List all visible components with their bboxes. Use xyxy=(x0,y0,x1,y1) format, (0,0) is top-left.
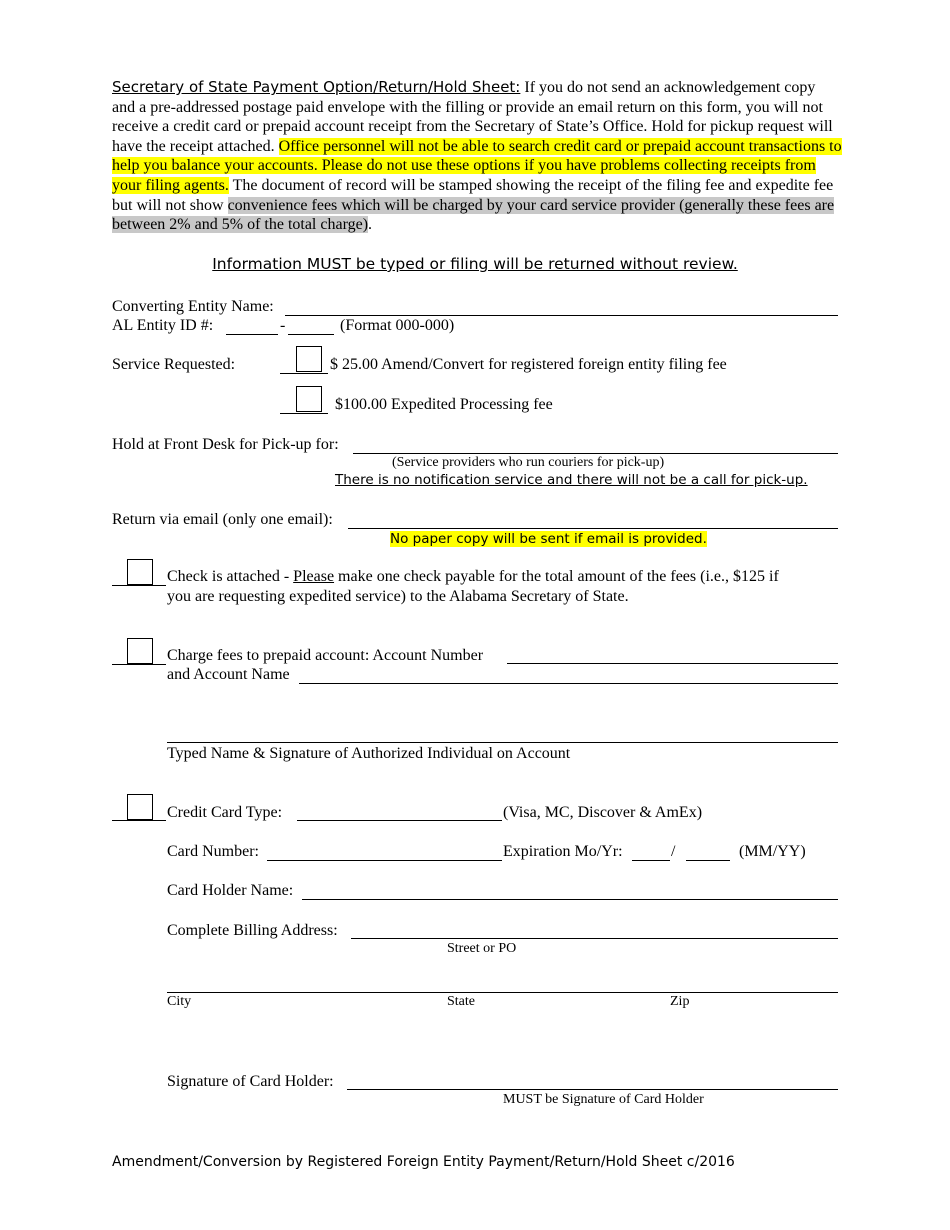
check-text-b: make one check payable for the total amount of the fees (i.e., $125 if xyxy=(334,568,779,585)
credit-card-type-input[interactable] xyxy=(297,820,502,821)
hold-label: Hold at Front Desk for Pick-up for: xyxy=(112,436,339,453)
credit-card-checkbox[interactable] xyxy=(127,794,153,820)
state-caption: State xyxy=(447,994,475,1009)
hold-input[interactable] xyxy=(353,453,838,454)
email-notice: No paper copy will be sent if email is provided. xyxy=(390,531,707,547)
credit-card-type-label: Credit Card Type: xyxy=(167,804,283,821)
converting-entity-input[interactable] xyxy=(285,315,838,316)
prepaid-account-number-input[interactable] xyxy=(507,663,838,664)
billing-address-label: Complete Billing Address: xyxy=(167,922,338,939)
prepaid-signature-line[interactable] xyxy=(167,742,838,743)
intro-highlight-gray: convenience fees which will be charged by your card service provider (generally these fees are between 2% and 5% of the total charge) xyxy=(112,196,835,234)
prepaid-option-line xyxy=(112,664,166,665)
zip-caption: Zip xyxy=(670,994,690,1009)
expiration-label: Expiration Mo/Yr: xyxy=(503,843,623,860)
intro-paragraph xyxy=(112,78,842,235)
billing-street-input[interactable] xyxy=(351,938,838,939)
al-entity-id-part1[interactable] xyxy=(226,334,278,335)
intro-text-3: . xyxy=(368,216,373,234)
expiration-month-input[interactable] xyxy=(632,860,670,861)
card-number-input[interactable] xyxy=(267,860,502,861)
card-holder-signature-input[interactable] xyxy=(347,1089,838,1090)
service-option1-label: $ 25.00 Amend/Convert for registered foreign entity filing fee xyxy=(330,356,727,373)
credit-card-option-line xyxy=(112,820,166,821)
email-label: Return via email (only one email): xyxy=(112,511,333,528)
check-attached-checkbox[interactable] xyxy=(127,559,153,585)
card-holder-signature-caption: MUST be Signature of Card Holder xyxy=(503,1092,704,1107)
service-option2-label: $100.00 Expedited Processing fee xyxy=(335,396,553,413)
email-input[interactable] xyxy=(348,528,838,529)
prepaid-account-number-label: Charge fees to prepaid account: Account Number xyxy=(167,647,484,664)
card-holder-name-input[interactable] xyxy=(302,899,838,900)
prepaid-signature-caption: Typed Name & Signature of Authorized Individual on Account xyxy=(167,745,571,762)
converting-entity-label: Converting Entity Name: xyxy=(112,298,274,315)
service-requested-label: Service Requested: xyxy=(112,356,236,373)
al-entity-format: (Format 000-000) xyxy=(340,317,455,334)
expiration-slash: / xyxy=(671,843,676,860)
al-entity-label: AL Entity ID #: xyxy=(112,317,214,334)
check-text-line2: you are requesting expedited service) to the Alabama Secretary of State. xyxy=(167,588,629,605)
intro-heading: Secretary of State Payment Option/Return/Hold Sheet: xyxy=(112,78,521,96)
hold-note: (Service providers who run couriers for pick-up) xyxy=(392,455,665,470)
check-option-line xyxy=(112,585,166,586)
credit-card-type-note: (Visa, MC, Discover & AmEx) xyxy=(503,804,703,821)
expiration-year-input[interactable] xyxy=(686,860,730,861)
check-text-please: Please xyxy=(293,568,335,585)
must-notice: Information MUST be typed or filing will be returned without review. xyxy=(212,255,738,273)
service-option1-line xyxy=(280,373,328,374)
check-text-line1 xyxy=(167,568,779,586)
city-caption: City xyxy=(167,994,192,1009)
intro-text-2: The document of record will be stamped showing the receipt of the filing fee and expedite fee but will not show xyxy=(112,176,834,214)
check-text-a: Check is attached - xyxy=(167,568,294,585)
prepaid-account-name-input[interactable] xyxy=(299,683,838,684)
card-holder-name-label: Card Holder Name: xyxy=(167,882,294,899)
service-option2-line xyxy=(280,413,328,414)
expiration-format: (MM/YY) xyxy=(739,843,806,860)
card-holder-signature-label: Signature of Card Holder: xyxy=(167,1073,334,1090)
intro-highlight-yellow: Office personnel will not be able to search credit card or prepaid account transactions to help you balance your accounts. Please do not use these options if you have problems collecting receipts from your filing agents. xyxy=(112,137,842,194)
intro-text-1: If you do not send an acknowledgement copy and a pre-addressed postage paid envelope with the filling or provide an email return on this form, you will not receive a credit card or prepaid account receipt from the Secretary of State’s Office. Hold for pickup request will have the receipt attached. xyxy=(112,79,833,155)
service-option1-checkbox[interactable] xyxy=(296,346,322,372)
service-option2-checkbox[interactable] xyxy=(296,386,322,412)
hold-notice: There is no notification service and there will not be a call for pick-up. xyxy=(335,472,808,488)
prepaid-account-name-label: and Account Name xyxy=(167,666,290,683)
billing-city-state-zip-input[interactable] xyxy=(167,992,838,993)
card-number-label: Card Number: xyxy=(167,843,259,860)
prepaid-checkbox[interactable] xyxy=(127,638,153,664)
street-caption: Street or PO xyxy=(447,941,517,956)
must-notice-wrap xyxy=(0,255,950,273)
al-entity-dash: - xyxy=(280,317,286,334)
al-entity-id-part2[interactable] xyxy=(288,334,334,335)
footer: Amendment/Conversion by Registered Foreign Entity Payment/Return/Hold Sheet c/2016 xyxy=(112,1154,735,1170)
